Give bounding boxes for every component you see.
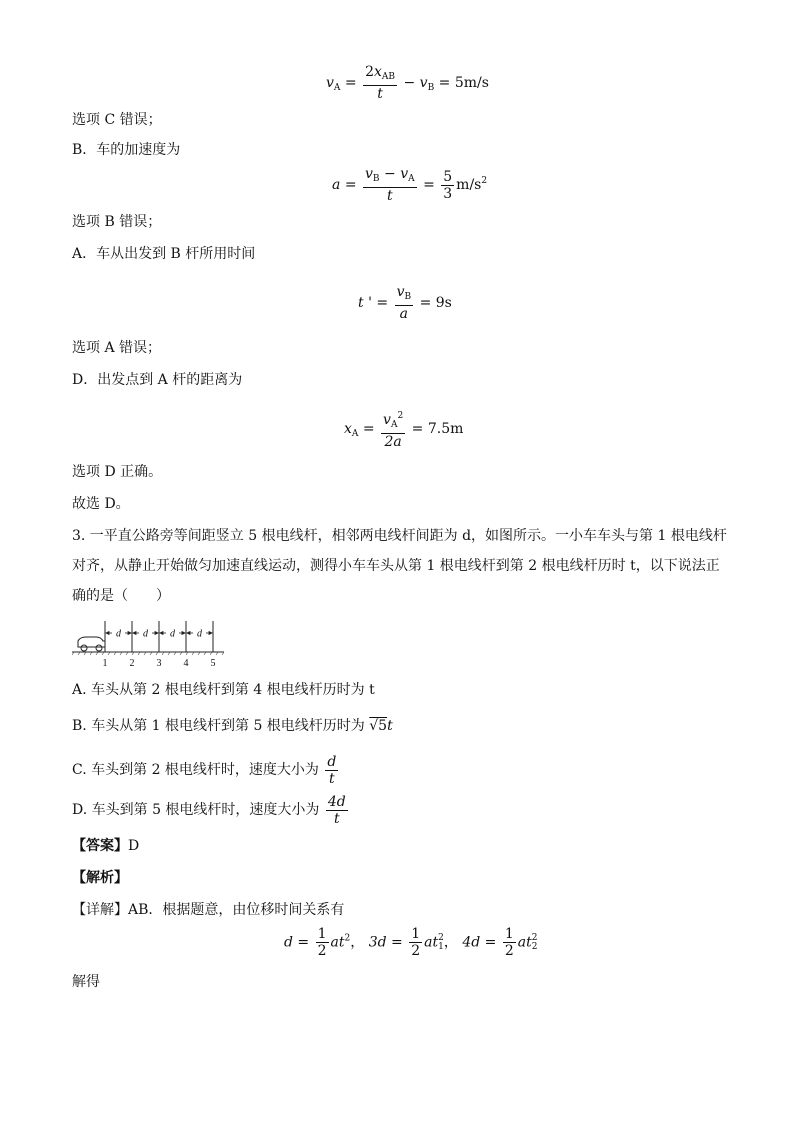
option-a-text: A. 车头从第 2 根电线杆到第 4 根电线杆历时为 t — [72, 682, 375, 698]
eq-a-num-v1: v — [365, 166, 373, 182]
question-3-line2: 对齐，从静止开始做匀加速直线运动，测得小车车头从第 1 根电线杆到第 2 根电线杆历时 t，以下说法正 — [72, 558, 720, 574]
text-c-wrong: 选项 C 错误； — [72, 112, 162, 128]
eq-xa-result: = 7.5m — [411, 421, 464, 437]
d-label: d — [197, 628, 202, 640]
eq-xa-num-sup: 2 — [397, 411, 404, 421]
option-d-text: D. 车头到第 5 根电线杆时，速度大小为 — [72, 802, 320, 818]
question-3-line3: 确的是（ ） — [72, 588, 170, 604]
poles-figure — [72, 617, 232, 669]
option-d — [72, 792, 350, 828]
option-c-text: C. 车头到第 2 根电线杆时，速度大小为 — [72, 762, 319, 778]
text-b-head: B．车的加速度为 — [72, 142, 181, 158]
d-label: d — [116, 628, 121, 640]
eq-a-unit-sup: 2 — [481, 176, 488, 186]
eq-va-var2-sub: B — [427, 83, 435, 93]
eq-k-d: d — [284, 934, 293, 951]
equation-kinematics — [284, 926, 537, 959]
option-c — [72, 752, 340, 788]
eq-a-lhs: a — [332, 177, 341, 193]
eq-a-frac2-num: 5 — [443, 168, 453, 185]
equation-acceleration — [332, 166, 487, 204]
text-d-correct: 选项 D 正确。 — [72, 464, 163, 480]
eq-k-3d: 3d — [368, 934, 387, 951]
eq-xa-den: 2a — [384, 434, 402, 450]
d-label: d — [143, 628, 148, 640]
text-d-head: D．出发点到 A 杆的距离为 — [72, 372, 243, 388]
eq-k-eq1: = — [297, 934, 310, 951]
eq-a-num-v1-sub: B — [372, 174, 380, 184]
eq-xa-num: v — [383, 412, 391, 428]
eq-a-equals: = — [344, 177, 357, 193]
eq-k-sep1: ， — [350, 934, 365, 951]
option-c-den: t — [329, 770, 335, 787]
text-a-head: A．车从出发到 B 杆所用时间 — [72, 246, 256, 262]
eq-va-minus: − — [403, 75, 416, 91]
eq-k-at2: at — [517, 934, 532, 951]
eq-k-half3-num: 1 — [504, 926, 514, 942]
solve-line: 解得 — [72, 974, 100, 990]
answer-tag: 【答案】 — [72, 838, 128, 854]
text-b-wrong: 选项 B 错误； — [72, 214, 162, 230]
eq-tp-num: v — [396, 284, 405, 300]
eq-k-4d: 4d — [462, 934, 481, 951]
option-d-den: t — [334, 810, 340, 827]
question-3-line1: 3. 一平直公路旁等间距竖立 5 根电线杆，相邻两电线杆间距为 d，如图所示。一小车车头与第 1 根电线杆 — [72, 528, 727, 544]
eq-va-lhs-sub: A — [333, 83, 341, 93]
eq-va-num-var: x — [373, 64, 382, 80]
eq-xa-lhs: x — [344, 421, 352, 437]
eq-va-fraction — [363, 64, 397, 102]
eq-va-num-coef: 2 — [365, 64, 374, 80]
eq-tp-lhs: t ' — [358, 295, 372, 311]
eq-va-result: = 5m/s — [438, 75, 489, 91]
eq-a-frac2-den: 3 — [443, 185, 453, 202]
eq-k-at1-sup: 2 — [438, 932, 444, 943]
eq-a-den: t — [386, 188, 393, 204]
option-b — [72, 716, 393, 736]
eq-a-num-minus: − — [384, 166, 396, 182]
option-c-num: d — [327, 753, 337, 770]
car-icon — [78, 637, 105, 651]
eq-k-eq2: = — [391, 934, 403, 951]
eq-tp-fraction — [395, 284, 414, 322]
eq-xa-fraction — [381, 408, 405, 450]
eq-tp-den: a — [399, 306, 409, 322]
option-d-num: 4d — [327, 793, 346, 810]
eq-a-num-v2-sub: A — [408, 174, 415, 184]
eq-k-half3 — [503, 926, 516, 959]
option-a — [72, 680, 375, 700]
answer-value: D — [128, 838, 140, 854]
eq-xa-lhs-sub: A — [351, 429, 359, 439]
eq-va-equals: = — [344, 75, 357, 91]
option-c-fraction — [325, 754, 338, 787]
eq-k-eq3: = — [484, 934, 497, 951]
eq-k-sep2: ， — [443, 934, 458, 951]
eq-k-at-sq: 2 — [344, 933, 351, 944]
answer-line — [72, 836, 139, 856]
eq-k-half1-num: 1 — [317, 926, 327, 942]
eq-k-at: at — [330, 934, 345, 951]
option-d-fraction — [326, 794, 348, 827]
analysis-tag: 【解析】 — [72, 870, 128, 886]
pole-number: 5 — [210, 658, 216, 669]
eq-k-half2 — [409, 926, 422, 959]
eq-k-half1-den: 2 — [317, 943, 327, 959]
option-b-t: t — [387, 718, 393, 734]
eq-k-at2-sup: 2 — [531, 932, 538, 943]
equation-va — [326, 64, 489, 102]
eq-k-at2-sub: 2 — [531, 941, 538, 952]
eq-k-half1 — [316, 926, 329, 959]
pole-number: 1 — [102, 658, 108, 669]
pole-number: 3 — [156, 658, 162, 669]
option-b-sqrt: √5 — [369, 718, 388, 734]
pole-number: 4 — [183, 658, 189, 669]
eq-tp-num-sub: B — [404, 292, 412, 302]
eq-xa-equals: = — [362, 421, 375, 437]
eq-va-num-sub: AB — [381, 72, 396, 82]
option-b-text: B. 车头从第 1 根电线杆到第 5 根电线杆历时为 — [72, 718, 365, 734]
eq-a-fraction2 — [441, 169, 454, 202]
eq-xa-num-sub: A — [390, 420, 398, 430]
d-label: d — [170, 628, 175, 640]
eq-a-unit: m/s — [456, 177, 482, 193]
text-choose-d: 故选 D。 — [72, 496, 130, 512]
equation-tprime — [358, 284, 452, 322]
eq-tp-equals: = — [376, 295, 389, 311]
eq-k-half2-den: 2 — [411, 943, 421, 959]
eq-va-lhs: v — [326, 75, 334, 91]
eq-tp-result: = 9s — [419, 295, 452, 311]
eq-a-fraction — [363, 166, 417, 204]
eq-k-at1: at — [424, 934, 439, 951]
eq-k-half2-num: 1 — [411, 926, 421, 942]
detail-line: 【详解】AB．根据题意，由位移时间关系有 — [72, 902, 345, 918]
eq-a-equals2: = — [423, 177, 435, 193]
equation-xa — [344, 408, 463, 450]
eq-va-den: t — [377, 86, 383, 102]
eq-k-at1-sub: 1 — [438, 941, 444, 952]
text-a-wrong: 选项 A 错误； — [72, 340, 162, 356]
eq-va-var2: v — [419, 75, 428, 91]
eq-k-half3-den: 2 — [504, 943, 514, 959]
pole-number: 2 — [129, 658, 135, 669]
eq-a-num-v2: v — [400, 166, 409, 182]
